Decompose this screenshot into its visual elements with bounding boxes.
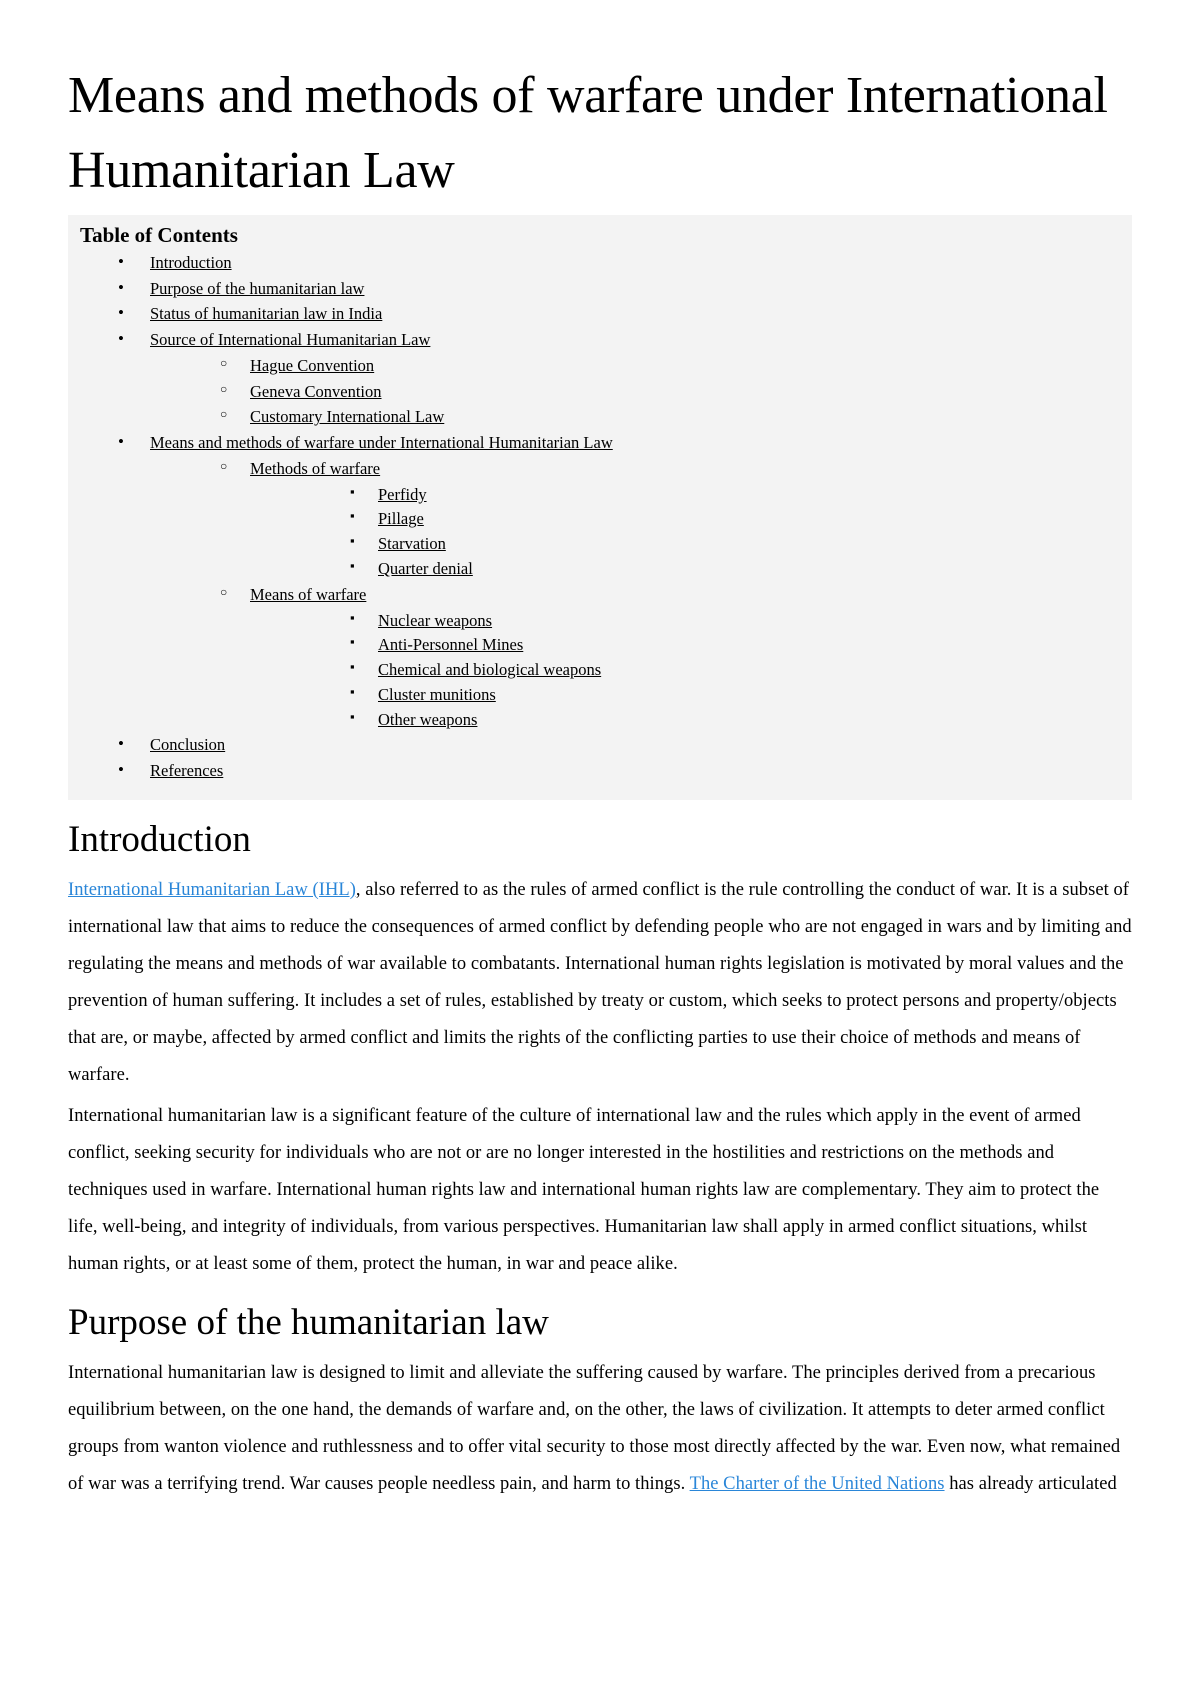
toc-link-quarter-denial[interactable]: Quarter denial <box>378 558 473 578</box>
list-item <box>78 329 1122 429</box>
paragraph-introduction-1 <box>68 872 1132 1094</box>
list-item <box>150 381 1122 404</box>
list-item <box>250 508 1122 531</box>
toc-sublist-means <box>250 610 1122 732</box>
toc-link-sources[interactable]: Source of International Humanitarian Law <box>150 330 431 350</box>
link-international-humanitarian-law[interactable]: International Humanitarian Law (IHL) <box>68 879 356 900</box>
toc-link-geneva-convention[interactable]: Geneva Convention <box>250 381 382 401</box>
list-item <box>78 252 1122 275</box>
list-item <box>250 484 1122 507</box>
page-title: Means and methods of warfare under International Humanitarian Law <box>68 67 1108 200</box>
toc-link-methods-of-warfare[interactable]: Methods of warfare <box>250 458 381 478</box>
list-item <box>150 458 1122 581</box>
list-item <box>78 303 1122 326</box>
list-item <box>150 406 1122 429</box>
toc-link-nuclear-weapons[interactable]: Nuclear weapons <box>378 610 493 630</box>
toc-link-introduction[interactable]: Introduction <box>150 252 232 272</box>
section-heading-introduction: Introduction <box>68 818 251 860</box>
toc-link-references[interactable]: References <box>150 761 224 781</box>
table-of-contents <box>68 215 1132 800</box>
toc-sublist-sources <box>150 355 1122 429</box>
toc-link-customary-international-law[interactable]: Customary International Law <box>250 407 445 427</box>
toc-link-anti-personnel-mines[interactable]: Anti-Personnel Mines <box>378 635 524 655</box>
toc-link-cluster-munitions[interactable]: Cluster munitions <box>378 684 496 704</box>
toc-list <box>78 252 1122 783</box>
list-item <box>250 709 1122 732</box>
list-item <box>250 659 1122 682</box>
list-item <box>250 610 1122 633</box>
toc-link-starvation[interactable]: Starvation <box>378 534 446 554</box>
toc-link-status-india[interactable]: Status of humanitarian law in India <box>150 304 383 324</box>
toc-link-chemical-biological-weapons[interactable]: Chemical and biological weapons <box>378 660 602 680</box>
list-item <box>150 584 1122 732</box>
list-item <box>78 432 1122 731</box>
toc-link-conclusion[interactable]: Conclusion <box>150 735 226 755</box>
toc-sublist-means-methods <box>150 458 1122 731</box>
list-item <box>250 558 1122 581</box>
toc-link-perfidy[interactable]: Perfidy <box>378 484 427 504</box>
list-item <box>78 278 1122 301</box>
list-item <box>250 634 1122 657</box>
toc-link-purpose[interactable]: Purpose of the humanitarian law <box>150 278 365 298</box>
list-item <box>78 760 1122 783</box>
toc-sublist-methods <box>250 484 1122 581</box>
toc-link-means-and-methods[interactable]: Means and methods of warfare under International Humanitarian Law <box>150 433 613 453</box>
paragraph-purpose-1 <box>68 1355 1132 1503</box>
paragraph-text-before: International humanitarian law is designed to limit and alleviate the suffering caused by warfare. The principles derived from a precarious equilibrium between, on the one hand, the demands of warfare and, on the other, the laws of civilization. It attempts to deter armed conflict groups from wanton violence and ruthlessness and to offer vital security to those most directly affected by the war. Even now, what remained of war was a terrifying trend. War causes people needless pain, and harm to things. <box>68 1363 1121 1495</box>
list-item <box>78 734 1122 757</box>
list-item <box>250 684 1122 707</box>
link-charter-united-nations[interactable]: The Charter of the United Nations <box>689 1474 945 1495</box>
list-item <box>150 355 1122 378</box>
paragraph-text-after: has already articulated <box>944 1474 1117 1495</box>
paragraph-introduction-2: International humanitarian law is a significant feature of the culture of international law and the rules which apply in the event of armed conflict, seeking security for individuals who are not or are no longer interested in the hostilities and restrictions on the methods and techniques used in warfare. International human rights law and international human rights law are complementary. They aim to protect the life, well-being, and integrity of individuals, from various perspectives. Humanitarian law shall apply in armed conflict situations, whilst human rights, or at least some of them, protect the human, in war and peace alike. <box>68 1105 1100 1274</box>
toc-link-pillage[interactable]: Pillage <box>378 509 424 529</box>
section-heading-purpose: Purpose of the humanitarian law <box>68 1301 549 1343</box>
paragraph-text: , also referred to as the rules of armed conflict is the rule controlling the conduct of war. It is a subset of international law that aims to reduce the consequences of armed conflict by defending people who are not engaged in wars and by limiting and regulating the means and methods of war available to combatants. International human rights legislation is motivated by moral values and the prevention of human suffering. It includes a set of rules, established by treaty or custom, which seeks to protect persons and property/objects that are, or maybe, affected by armed conflict and limits the rights of the conflicting parties to use their choice of methods and means of warfare. <box>68 879 1132 1085</box>
toc-link-other-weapons[interactable]: Other weapons <box>378 709 478 729</box>
toc-link-means-of-warfare[interactable]: Means of warfare <box>250 584 367 604</box>
list-item <box>250 533 1122 556</box>
toc-link-hague-convention[interactable]: Hague Convention <box>250 355 375 375</box>
toc-heading: Table of Contents <box>80 222 238 247</box>
